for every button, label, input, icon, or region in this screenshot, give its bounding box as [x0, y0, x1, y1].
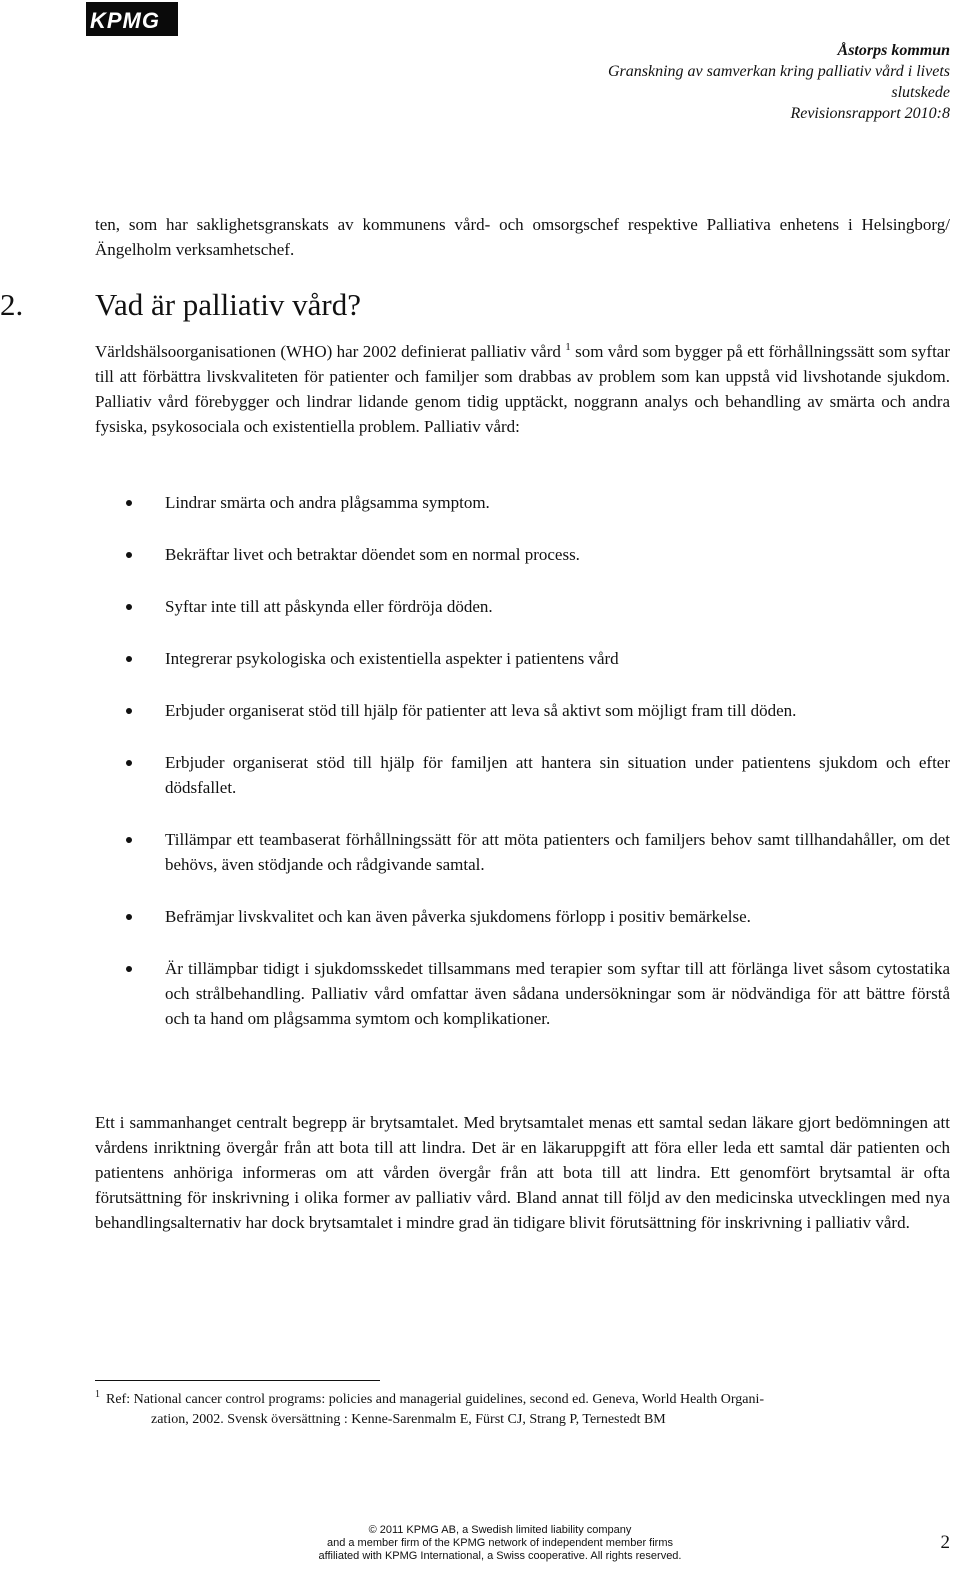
list-item: Bekräftar livet och betraktar döendet som en normal process.	[95, 542, 950, 567]
footnote-reference[interactable]: 1	[565, 341, 571, 353]
list-item: Tillämpar ett teambaserat förhållningssätt för att möta patienters och familjers behov samt tillhandahåller, om det behövs, även stödjande och rådgivande samtal.	[95, 827, 950, 877]
copyright-line3: affiliated with KPMG International, a Swiss cooperative. All rights reserved.	[318, 1550, 682, 1562]
page-number: 2	[940, 1532, 950, 1553]
header-organization: Åstorps kommun	[837, 42, 950, 59]
footnote-line1	[95, 1390, 950, 1410]
copyright-line1: © 2011 KPMG AB, a Swedish limited liability company	[368, 1524, 632, 1536]
header-report-id: Revisionsrapport 2010:8	[790, 105, 950, 122]
closing-paragraph: Ett i sammanhanget centralt begrepp är brytsamtalet. Med brytsamtalet menas ett samtal sedan läkare gjort bedömningen att vårdens inriktning övergår från att bota till att lindra. Det är en läkaruppgift att föra eller leda ett samtal där patienten och patientens anhöriga informeras om att vården övergår från att bota till att lindra. Ett genomfört brytsamtal är ofta förutsättning för inskrivning i olika former av palliativ vård. Bland annat till följd av den medicinska utvecklingen med nya behandlingsalternativ har dock brytsamtalet i mindre grad än tidigare blivit förutsättning för inskrivning i palliativ vård.	[95, 1113, 950, 1232]
list-item: Syftar inte till att påskynda eller fördröja döden.	[95, 594, 950, 619]
footnote-divider	[95, 1380, 380, 1381]
footnote-text-line1: Ref: National cancer control programs: policies and managerial guidelines, second ed. Geneva, World Health Organi-	[106, 1392, 765, 1407]
section-number: 2.	[0, 287, 24, 322]
copyright-notice	[300, 1524, 700, 1563]
logo-text: KPMG	[90, 8, 160, 33]
list-item: Erbjuder organiserat stöd till hjälp för patienter att leva så aktivt som möjligt fram till döden.	[95, 698, 950, 723]
intro-text-part1: Världshälsoorganisationen (WHO) har 2002 definierat palliativ vård	[95, 342, 561, 361]
intro-text-part2: som vård som bygger på ett förhållningssätt som syftar till att förbättra livskvaliteten för patienter och familjer som drabbas av problem som kan uppstå vid livshotande sjukdom. Palliativ vård förebygger och lindrar lidande genom tidig upptäckt, noggrann analys och behandling av smärta och andra fysiska, psykosociala och existentiella problem. Palliativ vård:	[95, 342, 951, 436]
list-item: Erbjuder organiserat stöd till hjälp för familjen att hantera sin situation under patientens sjukdom och efter dödsfallet.	[95, 750, 950, 800]
continuation-text: ten, som har saklighetsgranskats av kommunens vård- och omsorgschef respektive Palliativa enhetens i Helsingborg/Ängelholm verksamhetschef.	[95, 215, 950, 259]
footnote-mark: 1	[95, 1389, 100, 1400]
kpmg-logo	[86, 2, 178, 36]
section-heading	[0, 286, 900, 324]
continuation-paragraph	[95, 212, 950, 262]
header-subtitle-line2: slutskede	[891, 84, 950, 101]
list-item: Befrämjar livskvalitet och kan även påverka sjukdomens förlopp i positiv bemärkelse.	[95, 904, 950, 929]
list-item: Lindrar smärta och andra plågsamma symptom.	[95, 490, 950, 515]
bullet-list	[95, 490, 950, 1031]
footnote-text-line2: zation, 2002. Svensk översättning : Kenne-Sarenmalm E, Fürst CJ, Strang P, Ternestedt BM	[151, 1412, 666, 1427]
list-item: Är tillämpbar tidigt i sjukdomsskedet tillsammans med terapier som syftar till att förlänga livet såsom cytostatika och strålbehandling. Palliativ vård omfattar även sådana undersökningar som är nödvändiga för att bättre förstå och ta hand om plågsamma symtom och komplikationer.	[95, 956, 950, 1031]
section-title: Vad är palliativ vård?	[95, 287, 361, 322]
header-subtitle-line1: Granskning av samverkan kring palliativ vård i livets	[607, 63, 950, 80]
document-header	[530, 40, 950, 124]
list-item: Integrerar psykologiska och existentiella aspekter i patientens vård	[95, 646, 950, 671]
copyright-line2: and a member firm of the KPMG network of independent member firms	[326, 1537, 674, 1549]
intro-paragraph	[95, 339, 950, 439]
footnote	[95, 1390, 950, 1430]
